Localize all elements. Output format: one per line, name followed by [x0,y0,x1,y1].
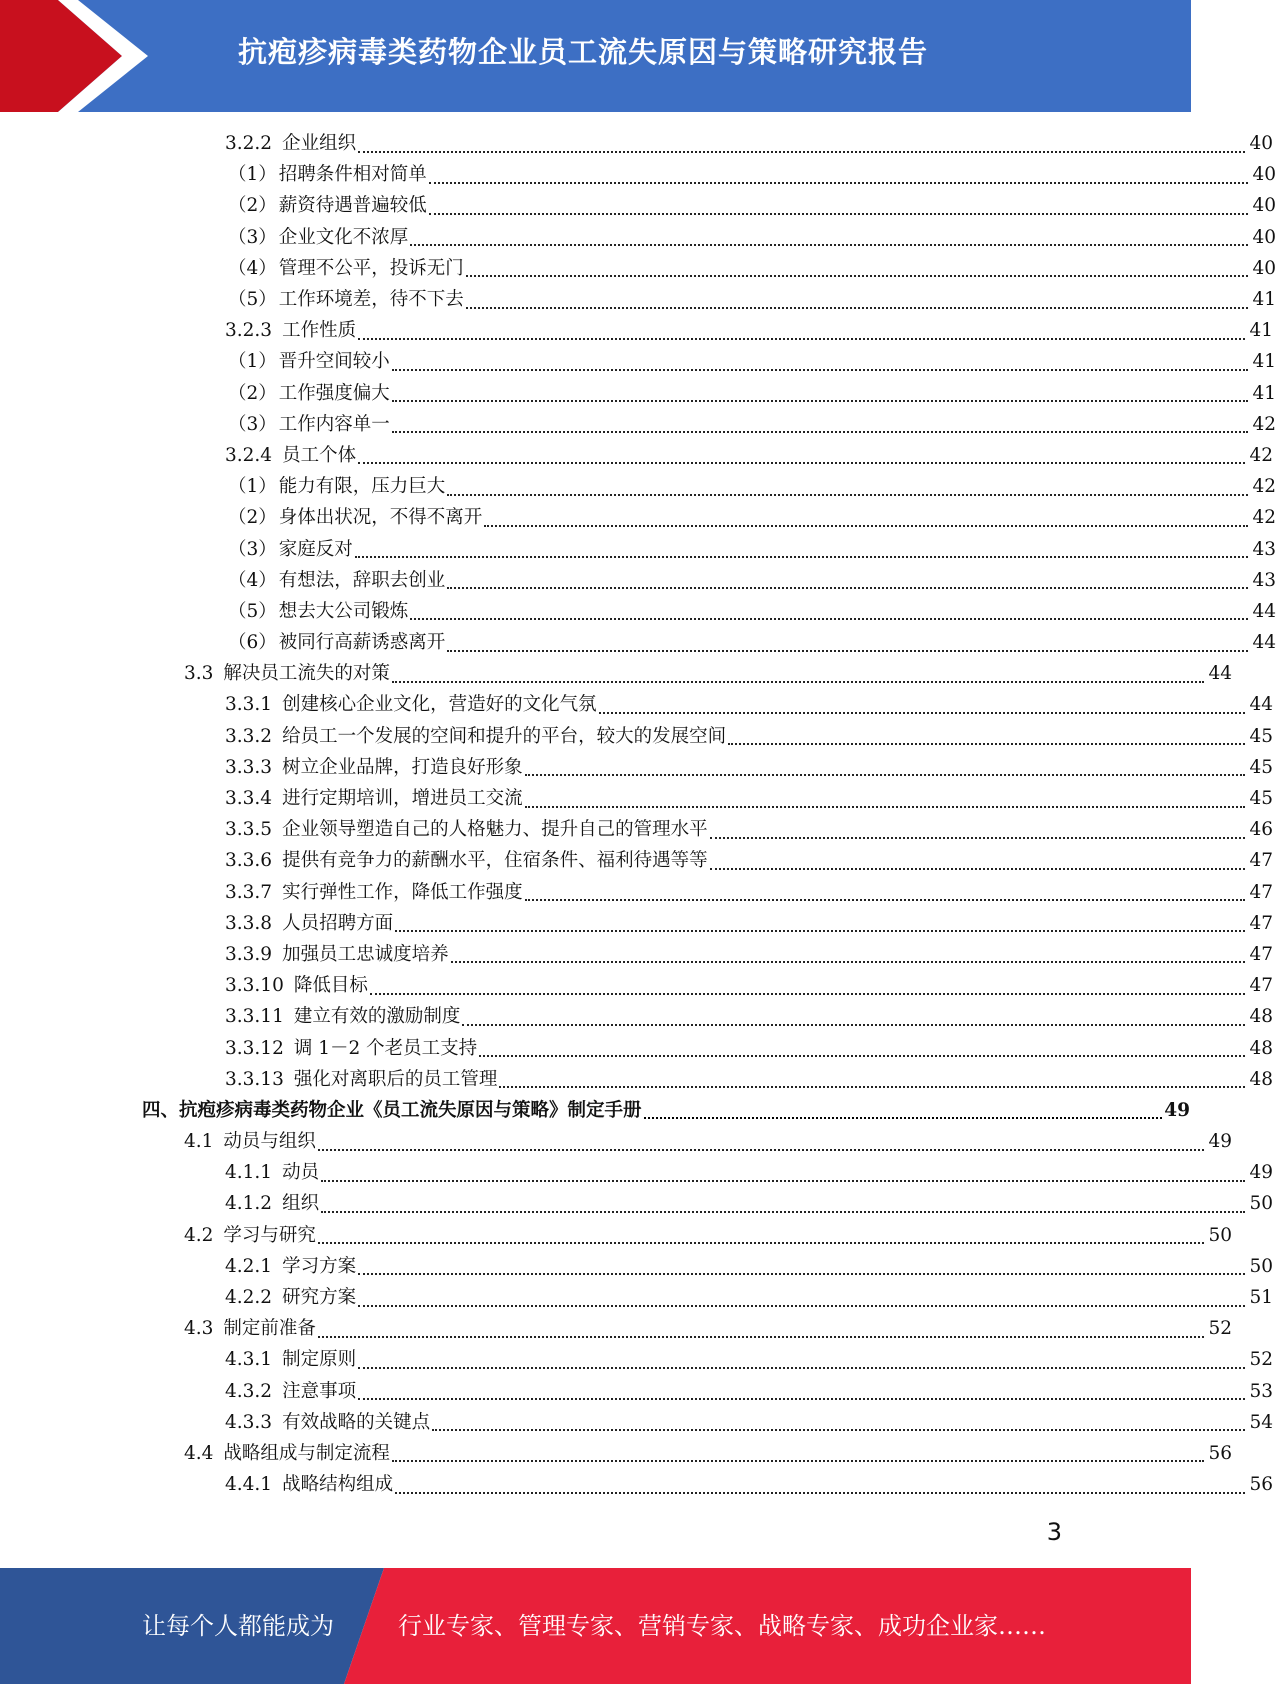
table-of-contents [0,128,1276,1500]
toc-entry[interactable] [0,1001,1273,1032]
toc-entry-page: 47 [1249,943,1273,965]
toc-dot-leader [358,444,1245,464]
toc-dot-leader [321,1162,1245,1182]
toc-entry-number: 3.3.9 [225,943,273,965]
toc-entry-number: 3.3.13 [225,1068,284,1090]
toc-entry-number: 3.3.7 [225,881,273,903]
toc-dot-leader [358,320,1245,340]
toc-dot-leader [392,663,1204,683]
toc-entry[interactable] [0,565,1276,596]
toc-dot-leader [447,632,1248,652]
toc-entry-page: 45 [1249,725,1273,747]
toc-entry-label: 调 1－2 个老员工支持 [293,1037,478,1059]
page-header [0,0,1191,112]
toc-entry-page: 40 [1249,133,1273,155]
toc-entry-page: 53 [1249,1380,1273,1402]
toc-entry-label: 建立有效的激励制度 [293,1006,461,1028]
toc-entry[interactable] [0,471,1276,502]
toc-dot-leader [358,1287,1245,1307]
toc-dot-leader [392,1442,1204,1462]
toc-entry-page: 44 [1249,694,1273,716]
toc-entry-label: 管理不公平，投诉无门 [278,257,464,279]
toc-entry-page: 47 [1249,975,1273,997]
toc-entry-page: 49 [1164,1099,1190,1121]
toc-entry[interactable] [0,533,1276,564]
page-number: 3 [1046,1518,1062,1546]
toc-entry-page: 40 [1252,257,1276,279]
toc-dot-leader [466,257,1248,277]
toc-entry-label: 有效战略的关键点 [282,1411,431,1433]
toc-entry-page: 42 [1252,476,1276,498]
toc-entry-number: 3.3.6 [225,850,273,872]
toc-entry-label: 研究方案 [282,1287,357,1309]
toc-entry[interactable] [0,939,1273,970]
toc-entry-page: 41 [1252,351,1276,373]
toc-entry-page: 48 [1249,1037,1273,1059]
toc-dot-leader [358,1255,1245,1275]
toc-entry[interactable] [0,845,1273,876]
toc-entry-number: 3.3.12 [225,1037,284,1059]
toc-dot-leader [462,1006,1245,1026]
toc-entry-number: 4.1 [184,1131,214,1153]
toc-entry-number: （5） [228,600,277,622]
toc-dot-leader [728,725,1245,745]
toc-entry-page: 48 [1249,1006,1273,1028]
toc-entry[interactable] [0,1188,1273,1219]
document-title: 抗疱疹病毒类药物企业员工流失原因与策略研究报告 [238,35,929,69]
toc-entry-number: 4.1.1 [225,1162,273,1184]
toc-entry-label: 降低目标 [293,975,368,997]
toc-entry-number: 3.3.11 [225,1006,284,1028]
toc-dot-leader [395,912,1245,932]
toc-entry-label: 实行弹性工作，降低工作强度 [282,881,523,903]
toc-entry[interactable] [0,1438,1232,1469]
toc-entry[interactable] [0,1282,1273,1313]
toc-entry-label: 员工个体 [282,444,357,466]
toc-entry[interactable] [0,1469,1273,1500]
toc-entry-label: 企业文化不浓厚 [278,226,409,248]
toc-dot-leader [429,195,1248,215]
toc-entry-page: 54 [1249,1411,1273,1433]
toc-entry-label: 给员工一个发展的空间和提升的平台，较大的发展空间 [282,725,727,747]
toc-dot-leader [479,1037,1245,1057]
toc-entry-page: 41 [1249,320,1273,342]
toc-entry-label: 薪资待遇普遍较低 [278,195,427,217]
toc-entry-page: 52 [1249,1349,1273,1371]
toc-entry[interactable] [0,721,1273,752]
toc-entry-number: 3.3.10 [225,975,284,997]
toc-entry[interactable] [0,1095,1190,1126]
toc-entry-label: 工作内容单一 [278,413,390,435]
toc-entry-page: 48 [1249,1068,1273,1090]
toc-entry-page: 49 [1249,1162,1273,1184]
toc-entry-label: 身体出状况，不得不离开 [278,507,483,529]
toc-entry-label: 动员 [282,1162,320,1184]
toc-entry-number: 3.2.2 [225,133,273,155]
toc-entry-number: 3.3.1 [225,694,273,716]
toc-entry-number: 3.2.4 [225,444,273,466]
toc-entry-number: 4.4.1 [225,1474,273,1496]
toc-entry[interactable] [0,1126,1232,1157]
toc-entry-label: 能力有限，压力巨大 [278,476,446,498]
toc-dot-leader [710,819,1245,839]
toc-entry[interactable] [0,159,1276,190]
toc-entry[interactable] [0,409,1276,440]
toc-dot-leader [451,943,1245,963]
toc-entry-number: 3.3.5 [225,819,273,841]
toc-entry-number: （2） [228,507,277,529]
toc-entry-page: 56 [1208,1442,1232,1464]
toc-entry-page: 44 [1252,600,1276,622]
toc-entry[interactable] [0,1313,1232,1344]
toc-dot-leader [318,1131,1204,1151]
toc-entry[interactable] [0,1344,1273,1375]
toc-entry-number: 4.4 [184,1442,214,1464]
toc-dot-leader [644,1099,1162,1119]
toc-entry-page: 41 [1252,289,1276,311]
toc-dot-leader [447,476,1248,496]
toc-entry-number: 3.3 [184,663,214,685]
toc-entry-label: 企业领导塑造自己的人格魅力、提升自己的管理水平 [282,819,708,841]
toc-entry-page: 44 [1252,632,1276,654]
toc-dot-leader [447,569,1248,589]
toc-entry-number: 3.3.8 [225,912,273,934]
toc-entry-label: 工作强度偏大 [278,382,390,404]
toc-entry[interactable] [0,1251,1273,1282]
toc-entry-label: 学习与研究 [223,1224,316,1246]
toc-entry[interactable] [0,222,1276,253]
toc-entry-label: 解决员工流失的对策 [223,663,390,685]
toc-entry-page: 50 [1208,1224,1232,1246]
toc-entry[interactable] [0,783,1273,814]
toc-entry[interactable] [0,253,1276,284]
toc-entry[interactable] [0,970,1273,1001]
toc-entry[interactable] [0,1157,1273,1188]
toc-entry-number: （4） [228,257,277,279]
toc-entry-page: 49 [1208,1131,1232,1153]
toc-entry-number: 4.2.1 [225,1255,273,1277]
toc-entry-page: 40 [1252,226,1276,248]
toc-entry-page: 47 [1249,850,1273,872]
toc-entry-label: 人员招聘方面 [282,912,394,934]
toc-entry-page: 56 [1249,1474,1273,1496]
toc-entry-label: 制定原则 [282,1349,357,1371]
toc-entry-page: 45 [1249,788,1273,810]
toc-entry-page: 40 [1252,164,1276,186]
toc-dot-leader [429,164,1248,184]
toc-dot-leader [410,600,1248,620]
toc-entry-number: （3） [228,538,277,560]
toc-entry-label: 树立企业品牌，打造良好形象 [282,756,523,778]
toc-entry-page: 43 [1252,538,1276,560]
toc-entry-page: 52 [1208,1318,1232,1340]
toc-entry-page: 40 [1252,195,1276,217]
toc-entry-label: 注意事项 [282,1380,357,1402]
toc-entry-page: 47 [1249,881,1273,903]
toc-entry[interactable] [0,502,1276,533]
toc-entry[interactable] [0,689,1273,720]
toc-dot-leader [392,382,1248,402]
toc-entry[interactable] [0,1032,1273,1063]
toc-entry-number: （5） [228,289,277,311]
toc-entry-label: 动员与组织 [223,1131,316,1153]
toc-entry-label: 想去大公司锻炼 [278,600,409,622]
toc-dot-leader [392,351,1248,371]
toc-dot-leader [318,1224,1204,1244]
toc-entry-page: 42 [1249,444,1273,466]
toc-entry[interactable] [0,440,1273,471]
toc-dot-leader [484,507,1248,527]
toc-entry-number: 4.1.2 [225,1193,273,1215]
toc-entry-number: （1） [228,164,277,186]
toc-entry-page: 42 [1252,413,1276,435]
toc-entry-label: 创建核心企业文化，营造好的文化气氛 [282,694,597,716]
toc-entry-label: 工作性质 [282,320,357,342]
toc-entry-number: （1） [228,351,277,373]
toc-dot-leader [355,538,1248,558]
toc-entry-label: 被同行高薪诱惑离开 [278,632,446,654]
toc-entry-number: 4.3.2 [225,1380,273,1402]
toc-entry-page: 51 [1249,1287,1273,1309]
toc-entry-number: 3.3.4 [225,788,273,810]
toc-entry-number: 3.3.2 [225,725,273,747]
toc-dot-leader [525,788,1245,808]
toc-entry-label: 加强员工忠诚度培养 [282,943,449,965]
toc-entry-label: 晋升空间较小 [278,351,390,373]
toc-entry-number: （3） [228,226,277,248]
toc-entry-label: 战略结构组成 [282,1474,394,1496]
toc-dot-leader [318,1318,1204,1338]
toc-entry[interactable] [0,1220,1232,1251]
toc-entry[interactable] [0,877,1273,908]
toc-entry[interactable] [0,752,1273,783]
toc-dot-leader [499,1068,1245,1088]
toc-entry-page: 43 [1252,569,1276,591]
toc-entry-page: 42 [1252,507,1276,529]
toc-dot-leader [466,289,1248,309]
toc-dot-leader [525,756,1245,776]
toc-entry-page: 47 [1249,912,1273,934]
toc-entry-page: 44 [1208,663,1232,685]
toc-entry-number: 4.2.2 [225,1287,273,1309]
footer-slogan-right: 行业专家、管理专家、营销专家、战略专家、成功企业家…… [398,1612,1046,1640]
toc-entry-number: （6） [228,632,277,654]
toc-dot-leader [321,1193,1245,1213]
toc-entry[interactable] [0,908,1273,939]
toc-entry-page: 45 [1249,756,1273,778]
toc-entry[interactable] [0,1376,1273,1407]
toc-entry[interactable] [0,346,1276,377]
toc-entry-label: 有想法，辞职去创业 [278,569,446,591]
toc-entry-label: 制定前准备 [223,1318,316,1340]
toc-entry-number: （4） [228,569,277,591]
toc-entry[interactable] [0,658,1232,689]
toc-entry-label: 提供有竞争力的薪酬水平，住宿条件、福利待遇等等 [282,850,708,872]
footer-slogan-left: 让每个人都能成为 [142,1612,334,1640]
toc-entry[interactable] [0,128,1273,159]
toc-dot-leader [710,850,1245,870]
toc-entry-page: 46 [1249,819,1273,841]
toc-entry[interactable] [0,284,1276,315]
toc-entry-page: 50 [1249,1255,1273,1277]
toc-entry-label: 学习方案 [282,1255,357,1277]
toc-entry-number: 4.3.3 [225,1411,273,1433]
toc-dot-leader [599,694,1245,714]
toc-entry-label: 组织 [282,1193,320,1215]
toc-entry-number: 4.3 [184,1318,214,1340]
toc-entry[interactable] [0,1407,1273,1438]
toc-entry-number: （3） [228,413,277,435]
toc-entry-label: 四、抗疱疹病毒类药物企业《员工流失原因与策略》制定手册 [142,1099,642,1121]
toc-entry[interactable] [0,1064,1273,1095]
toc-entry[interactable] [0,596,1276,627]
toc-dot-leader [525,881,1245,901]
toc-entry[interactable] [0,190,1276,221]
toc-entry-label: 进行定期培训，增进员工交流 [282,788,523,810]
toc-dot-leader [370,975,1245,995]
toc-dot-leader [432,1411,1245,1431]
toc-entry-label: 企业组织 [282,133,357,155]
toc-entry-label: 战略组成与制定流程 [223,1442,390,1464]
toc-dot-leader [392,413,1248,433]
toc-entry[interactable] [0,315,1273,346]
toc-entry-number: 4.2 [184,1224,214,1246]
toc-dot-leader [358,133,1245,153]
toc-entry-number: 3.2.3 [225,320,273,342]
toc-dot-leader [358,1349,1245,1369]
toc-entry-label: 家庭反对 [278,538,353,560]
toc-entry-number: （1） [228,476,277,498]
toc-entry[interactable] [0,814,1273,845]
toc-entry[interactable] [0,627,1276,658]
toc-entry[interactable] [0,378,1276,409]
toc-entry-page: 50 [1249,1193,1273,1215]
toc-dot-leader [395,1474,1245,1494]
toc-entry-number: 4.3.1 [225,1349,273,1371]
toc-entry-page: 41 [1252,382,1276,404]
toc-dot-leader [358,1380,1245,1400]
toc-entry-number: （2） [228,195,277,217]
toc-entry-number: 3.3.3 [225,756,273,778]
page-footer [0,1568,1191,1684]
toc-entry-label: 强化对离职后的员工管理 [293,1068,498,1090]
toc-entry-number: （2） [228,382,277,404]
toc-entry-label: 招聘条件相对简单 [278,164,427,186]
toc-entry-label: 工作环境差，待不下去 [278,289,464,311]
toc-dot-leader [410,226,1248,246]
